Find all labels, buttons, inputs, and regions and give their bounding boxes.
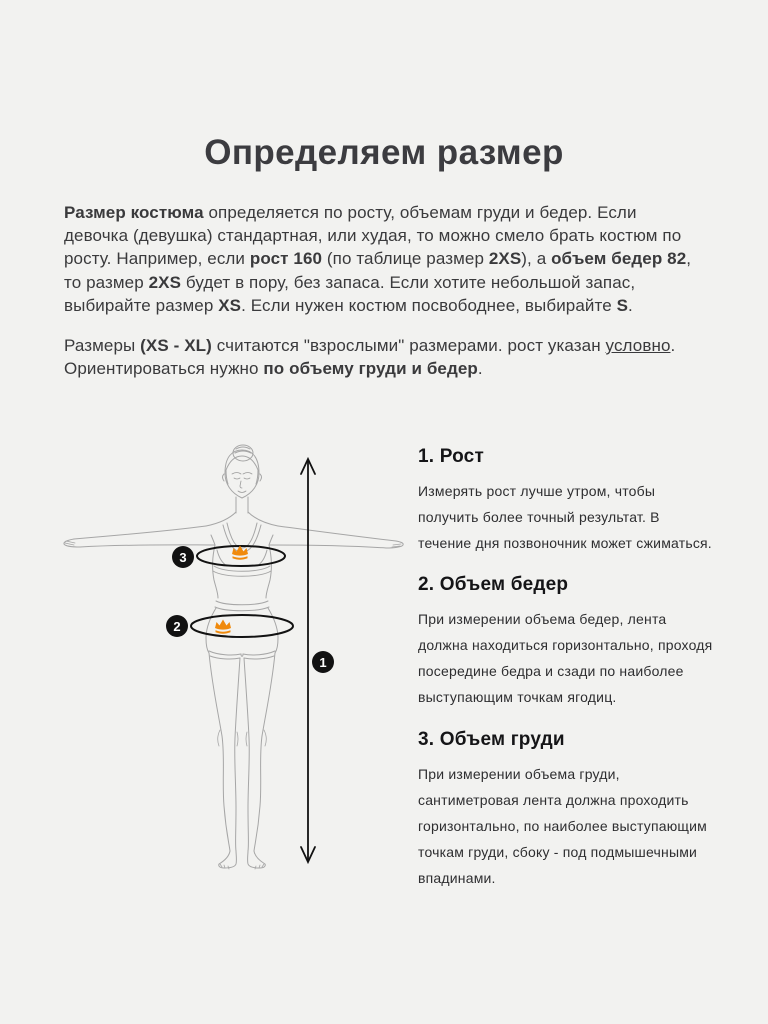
crown-icon bbox=[215, 620, 231, 634]
section-height-body: Измерять рост лучше утром, чтобы получить более точный результат. В течение дня позвоночник может сжиматься. bbox=[418, 483, 712, 551]
crown-icon bbox=[232, 546, 248, 560]
intro-paragraph-1: Размер костюма определяется по росту, объемам груди и бедер. Если девочка (девушка) стандартная, или худая, то можно смело брать костюм по росту. Например, если рост 160 (по таблице размер 2XS), а объем бедер 82, то размер 2XS будет в пору, без запаса. Если хотите небольшой запас, выбирайте размер XS. Если нужен костюм посвободнее, выбирайте S. bbox=[64, 203, 692, 315]
chest-marker-badge: 3 bbox=[172, 546, 194, 568]
page-title: Определяем размер bbox=[204, 133, 564, 172]
section-hips-body: При измерении объема бедер, лента должна находиться горизонтально, проходя посередине бедра и сзади по наиболее выступающим точкам ягодиц. bbox=[418, 611, 713, 705]
section-height-heading: 1. Рост bbox=[418, 446, 484, 467]
section-hips bbox=[418, 574, 714, 710]
hip-measure-ellipse bbox=[191, 615, 293, 637]
woman-line-art bbox=[64, 445, 403, 869]
section-chest-heading: 3. Объем груди bbox=[418, 729, 565, 750]
measurement-figure bbox=[60, 440, 410, 880]
hip-marker-badge: 2 bbox=[166, 615, 188, 637]
body-figure-illustration bbox=[60, 440, 410, 880]
section-chest-body: При измерении объема груди, сантиметровая лента должна проходить горизонтально, по наиболее выступающим точкам груди, сбоку - под подмышечными впадинами. bbox=[418, 766, 707, 886]
intro-paragraph-2: Размеры (XS - XL) считаются "взрослыми" размерами. рост указан условно. Ориентироваться нужно по объему груди и бедер. bbox=[64, 336, 676, 379]
height-marker-badge: 1 bbox=[312, 651, 334, 673]
section-chest bbox=[418, 729, 714, 891]
section-hips-heading: 2. Объем бедер bbox=[418, 574, 569, 595]
section-height bbox=[418, 446, 714, 556]
